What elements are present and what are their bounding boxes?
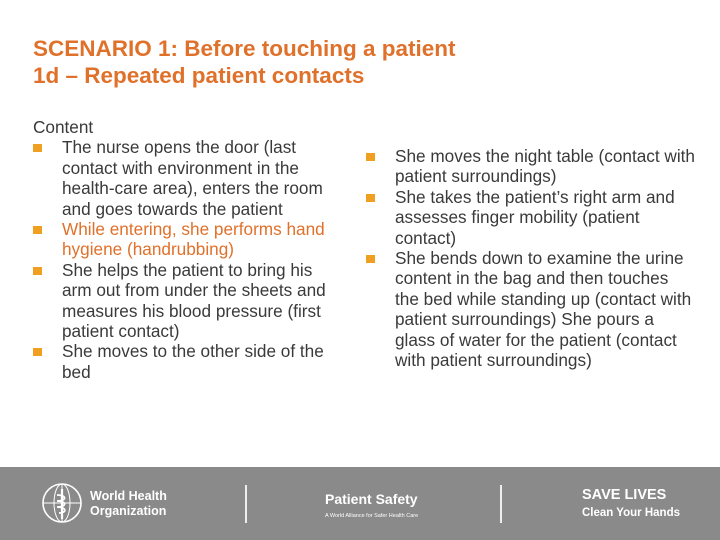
save-lives-title: SAVE LIVES bbox=[582, 487, 667, 503]
square-bullet-icon bbox=[366, 194, 375, 202]
right-bullet-list bbox=[366, 146, 696, 370]
right-column bbox=[366, 146, 696, 370]
list-item bbox=[366, 146, 696, 187]
footer-divider bbox=[245, 485, 247, 523]
square-bullet-icon bbox=[33, 267, 42, 275]
who-line-1: World Health bbox=[90, 489, 167, 503]
square-bullet-icon bbox=[33, 348, 42, 356]
list-item-highlighted bbox=[33, 219, 345, 260]
square-bullet-icon bbox=[33, 226, 42, 234]
left-bullet-list bbox=[33, 137, 345, 382]
list-item-text: The nurse opens the door (last contact with environment in the health-care area), enters the room and goes towards the patient bbox=[62, 137, 323, 219]
list-item bbox=[33, 137, 345, 219]
square-bullet-icon bbox=[366, 255, 375, 263]
list-item-text: She takes the patient’s right arm and assesses finger mobility (patient contact) bbox=[395, 186, 675, 248]
square-bullet-icon bbox=[366, 153, 375, 161]
left-column bbox=[33, 117, 345, 382]
who-emblem-icon bbox=[40, 481, 84, 525]
title-line-2: 1d – Repeated patient contacts bbox=[33, 63, 365, 88]
list-item-text: She moves to the other side of the bed bbox=[62, 341, 324, 382]
slide-title bbox=[33, 35, 693, 89]
patient-safety-title: Patient Safety bbox=[325, 491, 418, 507]
who-organization-name bbox=[90, 489, 167, 519]
title-line-1: SCENARIO 1: Before touching a patient bbox=[33, 36, 456, 61]
clean-hands-subtitle: Clean Your Hands bbox=[582, 507, 680, 519]
content-heading: Content bbox=[33, 117, 94, 137]
list-item-text: She moves the night table (contact with patient surroundings) bbox=[395, 146, 695, 187]
patient-safety-subtitle: A World Alliance for Safer Health Care bbox=[325, 513, 419, 519]
footer-divider bbox=[500, 485, 502, 523]
list-item bbox=[33, 341, 345, 382]
square-bullet-icon bbox=[33, 144, 42, 152]
list-item bbox=[366, 187, 696, 248]
list-item-text: She helps the patient to bring his arm out from under the sheets and measures his blood pressure (first patient contact) bbox=[62, 259, 326, 342]
footer-banner bbox=[0, 467, 720, 540]
list-item bbox=[366, 248, 696, 370]
list-item bbox=[33, 260, 345, 342]
who-line-2: Organization bbox=[90, 504, 167, 518]
list-item-text: She bends down to examine the urine content in the bag and then touches the bed while standing up (contact with patient surroundings) She pours a glass of water for the patient (contact with patient surroundings) bbox=[395, 248, 692, 371]
list-item-text: While entering, she performs hand hygiene (handrubbing) bbox=[62, 219, 325, 260]
